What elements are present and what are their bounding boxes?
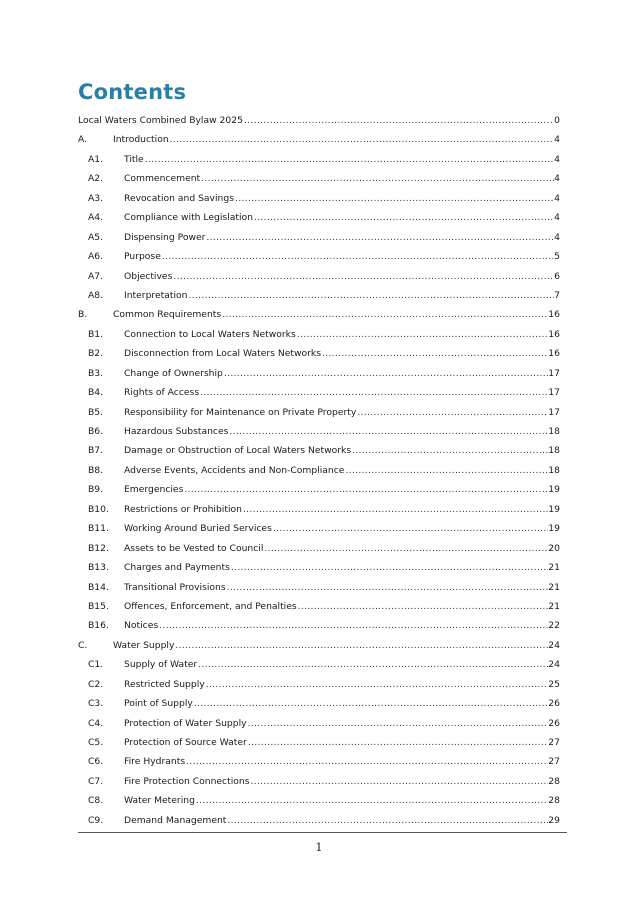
toc-dot-leader (234, 189, 554, 208)
toc-entry-title: Rights of Access (124, 387, 200, 399)
toc-entry[interactable] (78, 578, 560, 597)
toc-entry[interactable] (78, 636, 560, 655)
toc-dot-leader (272, 519, 548, 538)
toc-dot-leader (344, 461, 548, 480)
toc-entry-title: Connection to Local Waters Networks (124, 328, 296, 340)
toc-entry-number: B10. (88, 503, 109, 515)
toc-entry-page: 7 (554, 289, 560, 301)
toc-entry-page: 4 (554, 231, 560, 243)
toc-entry-number: C2. (88, 678, 104, 690)
toc-entry-page: 16 (548, 328, 560, 340)
toc-entry-title: Adverse Events, Accidents and Non-Compliance (124, 464, 345, 476)
toc-entry-page: 24 (548, 659, 560, 671)
toc-dot-leader (250, 772, 549, 791)
toc-dot-leader (356, 403, 548, 422)
toc-dot-leader (263, 539, 548, 558)
toc-entry-title: Water Supply (113, 639, 175, 651)
toc-entry-title: Restrictions or Prohibition (124, 503, 242, 515)
toc-entry-number: C3. (88, 698, 104, 710)
toc-entry-page: 21 (548, 600, 560, 612)
toc-entry[interactable] (78, 267, 560, 286)
toc-entry-number: C5. (88, 737, 104, 748)
toc-entry-page: 5 (554, 251, 560, 263)
page-title: Contents (78, 80, 187, 104)
toc-dot-leader (221, 305, 548, 324)
toc-entry-page: 4 (554, 192, 560, 204)
toc-entry[interactable] (78, 169, 560, 188)
toc-dot-leader (200, 169, 554, 188)
toc-entry-title: Working Around Buried Services (124, 523, 272, 535)
toc-entry-page: 4 (554, 212, 560, 224)
toc-entry-number: B3. (88, 367, 104, 379)
toc-dot-leader (223, 364, 548, 383)
toc-entry-title: Protection of Water Supply (124, 717, 247, 729)
toc-entry-page: 27 (548, 737, 560, 748)
toc-entry-page: 26 (548, 698, 560, 710)
toc-entry[interactable] (78, 714, 560, 733)
toc-entry-number: B1. (88, 328, 104, 340)
toc-entry-number: C7. (88, 775, 104, 787)
toc-dot-leader (253, 208, 554, 227)
toc-entry-title: Title (124, 153, 144, 165)
toc-entry-title: Revocation and Savings (124, 192, 234, 204)
toc-entry-number: B13. (88, 562, 109, 574)
toc-entry[interactable] (78, 325, 560, 344)
toc-entry-title: Local Waters Combined Bylaw 2025 (78, 115, 243, 126)
toc-dot-leader (185, 752, 548, 771)
toc-entry-page: 17 (548, 387, 560, 399)
toc-entry-number: A6. (88, 251, 104, 263)
toc-entry-title: Restricted Supply (124, 678, 205, 690)
toc-dot-leader (230, 558, 548, 577)
toc-entry-page: 6 (554, 270, 560, 282)
toc-entry[interactable] (78, 364, 560, 383)
toc-entry-number: A3. (88, 192, 104, 204)
toc-entry-page: 18 (548, 445, 560, 457)
toc-entry-number: B2. (88, 348, 104, 360)
toc-entry-title: Interpretation (124, 289, 188, 301)
toc-dot-leader (247, 733, 548, 752)
toc-entry-number: C9. (88, 814, 104, 826)
toc-entry-title: Supply of Water (124, 659, 198, 671)
toc-entry-title: Damage or Obstruction of Local Waters Networks (124, 445, 352, 457)
toc-entry-page: 19 (548, 523, 560, 535)
toc-entry[interactable] (78, 247, 560, 266)
footer-rule (78, 832, 567, 833)
toc-entry[interactable] (78, 305, 560, 324)
toc-entry[interactable] (78, 403, 560, 422)
toc-entry-number: B9. (88, 484, 104, 496)
toc-entry-page: 28 (548, 775, 560, 787)
toc-dot-leader (169, 130, 555, 149)
toc-dot-leader (351, 441, 548, 460)
toc-dot-leader (226, 811, 548, 830)
toc-entry-title: Dispensing Power (124, 231, 206, 243)
toc-dot-leader (296, 325, 549, 344)
toc-entry[interactable] (78, 189, 560, 208)
toc-dot-leader (195, 791, 548, 810)
toc-entry-title: Protection of Source Water (124, 737, 247, 748)
toc-entry-page: 21 (548, 581, 560, 593)
toc-entry-number: C1. (88, 659, 104, 671)
toc-entry-number: B. (78, 309, 88, 321)
toc-entry-title: Hazardous Substances (124, 426, 229, 437)
table-of-contents (78, 111, 560, 830)
toc-entry-number: B11. (88, 523, 109, 535)
toc-entry-page: 25 (548, 678, 560, 690)
toc-entry[interactable] (78, 286, 560, 305)
toc-entry-page: 26 (548, 717, 560, 729)
toc-entry-number: A2. (88, 173, 104, 185)
toc-entry-page: 17 (548, 406, 560, 418)
toc-entry[interactable] (78, 772, 560, 791)
toc-dot-leader (205, 675, 549, 694)
toc-entry-title: Notices (124, 620, 159, 632)
toc-entry-page: 18 (548, 426, 560, 437)
toc-entry-number: C8. (88, 795, 104, 807)
toc-entry-page: 18 (548, 464, 560, 476)
toc-entry[interactable] (78, 597, 560, 616)
toc-entry-page: 4 (554, 153, 560, 165)
toc-entry-page: 24 (548, 639, 560, 651)
toc-dot-leader (228, 422, 548, 441)
toc-entry-title: Purpose (124, 251, 161, 263)
toc-entry[interactable] (78, 811, 560, 830)
toc-dot-leader (161, 247, 554, 266)
toc-entry-page: 16 (548, 348, 560, 360)
toc-entry-number: B16. (88, 620, 109, 632)
toc-entry-title: Common Requirements (113, 309, 222, 321)
toc-entry-page: 22 (548, 620, 560, 632)
toc-entry-number: B7. (88, 445, 104, 457)
toc-entry[interactable] (78, 441, 560, 460)
toc-entry-title: Water Metering (124, 795, 195, 807)
toc-entry-title: Responsibility for Maintenance on Private Property (124, 406, 357, 418)
toc-entry-title: Compliance with Legislation (124, 212, 253, 224)
toc-entry[interactable] (78, 675, 560, 694)
toc-entry-page: 4 (554, 134, 560, 146)
toc-entry-number: A7. (88, 270, 104, 282)
toc-dot-leader (226, 578, 549, 597)
toc-entry-title: Emergencies (124, 484, 184, 496)
toc-dot-leader (158, 616, 548, 635)
toc-entry-number: B6. (88, 426, 104, 437)
toc-entry-page: 4 (554, 173, 560, 185)
toc-entry[interactable] (78, 150, 560, 169)
toc-entry-number: C4. (88, 717, 104, 729)
toc-entry-number: B14. (88, 581, 109, 593)
toc-entry-title: Introduction (113, 134, 169, 146)
toc-entry[interactable] (78, 461, 560, 480)
toc-entry[interactable] (78, 694, 560, 713)
toc-entry-number: B4. (88, 387, 104, 399)
toc-entry[interactable] (78, 383, 560, 402)
toc-entry-number: A8. (88, 289, 104, 301)
toc-dot-leader (183, 480, 548, 499)
toc-dot-leader (242, 500, 548, 519)
toc-entry-number: B8. (88, 464, 104, 476)
toc-entry-page: 28 (548, 795, 560, 807)
toc-entry-page: 21 (548, 562, 560, 574)
toc-entry-title: Offences, Enforcement, and Penalties (124, 600, 297, 612)
toc-entry[interactable] (78, 519, 560, 538)
toc-entry-title: Point of Supply (124, 698, 193, 710)
toc-entry-page: 17 (548, 367, 560, 379)
toc-dot-leader (174, 636, 548, 655)
toc-dot-leader (193, 694, 548, 713)
toc-entry-title: Commencement (124, 173, 201, 185)
toc-entry[interactable] (78, 791, 560, 810)
toc-dot-leader (172, 267, 554, 286)
toc-entry-page: 20 (548, 542, 560, 554)
toc-entry-page: 0 (554, 115, 560, 126)
toc-entry[interactable] (78, 422, 560, 441)
toc-entry-title: Objectives (124, 270, 173, 282)
toc-entry-number: B12. (88, 542, 109, 554)
toc-entry[interactable] (78, 130, 560, 149)
toc-entry[interactable] (78, 344, 560, 363)
toc-entry-number: B15. (88, 600, 109, 612)
toc-entry-number: B5. (88, 406, 104, 418)
toc-entry-number: C6. (88, 756, 104, 768)
toc-entry-title: Demand Management (124, 814, 227, 826)
toc-dot-leader (297, 597, 549, 616)
toc-entry[interactable] (78, 500, 560, 519)
toc-entry[interactable] (78, 228, 560, 247)
toc-entry-page: 19 (548, 503, 560, 515)
toc-entry-title: Change of Ownership (124, 367, 223, 379)
toc-entry-title: Disconnection from Local Waters Networks (124, 348, 322, 360)
toc-dot-leader (205, 228, 554, 247)
toc-entry[interactable] (78, 733, 560, 752)
toc-dot-leader (187, 286, 554, 305)
toc-dot-leader (197, 655, 548, 674)
toc-entry-number: A4. (88, 212, 104, 224)
toc-entry[interactable] (78, 208, 560, 227)
toc-entry[interactable] (78, 480, 560, 499)
toc-entry[interactable] (78, 616, 560, 635)
toc-dot-leader (144, 150, 554, 169)
toc-entry-number: C. (78, 639, 88, 651)
toc-entry[interactable] (78, 111, 560, 130)
page-number: 1 (315, 841, 323, 854)
toc-dot-leader (199, 383, 548, 402)
toc-entry-page: 16 (548, 309, 560, 321)
toc-entry-number: A5. (88, 231, 104, 243)
toc-entry-page: 19 (548, 484, 560, 496)
toc-entry-title: Charges and Payments (124, 562, 230, 574)
toc-entry[interactable] (78, 558, 560, 577)
toc-dot-leader (247, 714, 549, 733)
toc-entry[interactable] (78, 539, 560, 558)
toc-entry-page: 29 (548, 814, 560, 826)
toc-entry-title: Assets to be Vested to Council (124, 542, 264, 554)
toc-entry[interactable] (78, 655, 560, 674)
toc-entry-number: A. (78, 134, 88, 146)
toc-entry-number: A1. (88, 153, 104, 165)
toc-entry-title: Transitional Provisions (124, 581, 226, 593)
toc-entry[interactable] (78, 752, 560, 771)
toc-dot-leader (321, 344, 548, 363)
toc-dot-leader (243, 111, 554, 130)
toc-entry-title: Fire Hydrants (124, 756, 186, 768)
toc-entry-title: Fire Protection Connections (124, 775, 250, 787)
toc-entry-page: 27 (548, 756, 560, 768)
